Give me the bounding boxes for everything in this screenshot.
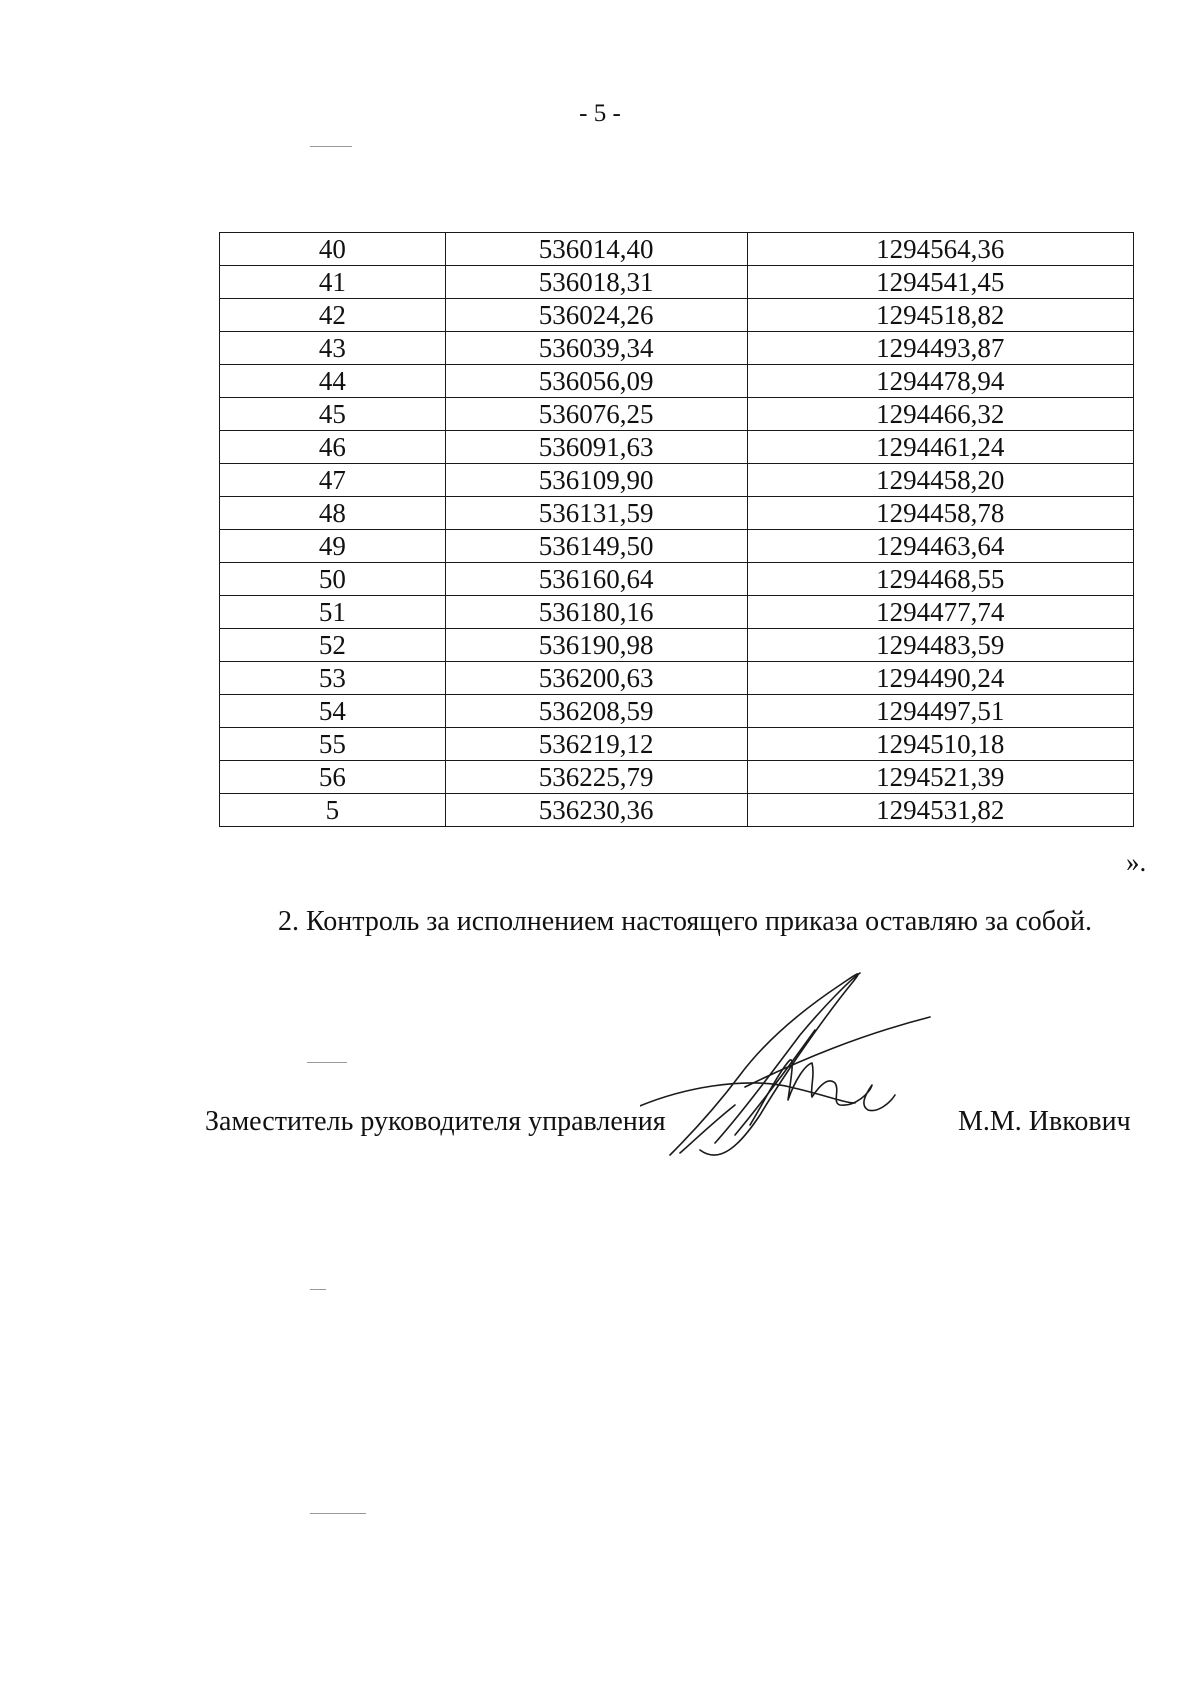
point-number-cell: 45 xyxy=(220,398,446,431)
x-coordinate-cell: 536056,09 xyxy=(445,365,747,398)
scan-speck xyxy=(310,1513,366,1514)
point-number-cell: 41 xyxy=(220,266,446,299)
scan-speck xyxy=(310,1289,326,1290)
x-coordinate-cell: 536190,98 xyxy=(445,629,747,662)
table-row xyxy=(220,794,1134,827)
point-number-cell: 54 xyxy=(220,695,446,728)
x-coordinate-cell: 536024,26 xyxy=(445,299,747,332)
point-number-cell: 49 xyxy=(220,530,446,563)
table-row xyxy=(220,530,1134,563)
y-coordinate-cell: 1294497,51 xyxy=(747,695,1133,728)
x-coordinate-cell: 536230,36 xyxy=(445,794,747,827)
x-coordinate-cell: 536014,40 xyxy=(445,233,747,266)
y-coordinate-cell: 1294541,45 xyxy=(747,266,1133,299)
point-number-cell: 55 xyxy=(220,728,446,761)
table-row xyxy=(220,431,1134,464)
x-coordinate-cell: 536039,34 xyxy=(445,332,747,365)
x-coordinate-cell: 536160,64 xyxy=(445,563,747,596)
point-number-cell: 42 xyxy=(220,299,446,332)
table-row xyxy=(220,299,1134,332)
point-number-cell: 52 xyxy=(220,629,446,662)
point-number-cell: 43 xyxy=(220,332,446,365)
scan-speck xyxy=(307,1062,347,1063)
table-row xyxy=(220,398,1134,431)
y-coordinate-cell: 1294490,24 xyxy=(747,662,1133,695)
table-row xyxy=(220,596,1134,629)
x-coordinate-cell: 536109,90 xyxy=(445,464,747,497)
closing-quote: ». xyxy=(1126,847,1147,877)
table-row xyxy=(220,728,1134,761)
y-coordinate-cell: 1294531,82 xyxy=(747,794,1133,827)
point-number-cell: 44 xyxy=(220,365,446,398)
clause-2-text: 2. Контроль за исполнением настоящего приказа оставляю за собой. xyxy=(278,906,1093,937)
point-number-cell: 56 xyxy=(220,761,446,794)
x-coordinate-cell: 536091,63 xyxy=(445,431,747,464)
table-row xyxy=(220,662,1134,695)
y-coordinate-cell: 1294521,39 xyxy=(747,761,1133,794)
y-coordinate-cell: 1294458,78 xyxy=(747,497,1133,530)
x-coordinate-cell: 536180,16 xyxy=(445,596,747,629)
point-number-cell: 46 xyxy=(220,431,446,464)
y-coordinate-cell: 1294461,24 xyxy=(747,431,1133,464)
point-number-cell: 40 xyxy=(220,233,446,266)
y-coordinate-cell: 1294466,32 xyxy=(747,398,1133,431)
y-coordinate-cell: 1294468,55 xyxy=(747,563,1133,596)
point-number-cell: 51 xyxy=(220,596,446,629)
table-row xyxy=(220,266,1134,299)
x-coordinate-cell: 536149,50 xyxy=(445,530,747,563)
y-coordinate-cell: 1294510,18 xyxy=(747,728,1133,761)
table-row xyxy=(220,464,1134,497)
point-number-cell: 53 xyxy=(220,662,446,695)
table-row xyxy=(220,629,1134,662)
coordinates-table xyxy=(219,232,1134,827)
y-coordinate-cell: 1294477,74 xyxy=(747,596,1133,629)
table-row xyxy=(220,497,1134,530)
x-coordinate-cell: 536225,79 xyxy=(445,761,747,794)
table-row xyxy=(220,563,1134,596)
table-row xyxy=(220,761,1134,794)
point-number-cell: 47 xyxy=(220,464,446,497)
y-coordinate-cell: 1294478,94 xyxy=(747,365,1133,398)
y-coordinate-cell: 1294518,82 xyxy=(747,299,1133,332)
table-row xyxy=(220,695,1134,728)
point-number-cell: 48 xyxy=(220,497,446,530)
scan-speck xyxy=(310,146,352,147)
table-row xyxy=(220,365,1134,398)
x-coordinate-cell: 536200,63 xyxy=(445,662,747,695)
point-number-cell: 5 xyxy=(220,794,446,827)
point-number-cell: 50 xyxy=(220,563,446,596)
y-coordinate-cell: 1294463,64 xyxy=(747,530,1133,563)
signer-position: Заместитель руководителя управления xyxy=(205,1106,666,1137)
coordinates-table-body xyxy=(220,233,1134,827)
x-coordinate-cell: 536208,59 xyxy=(445,695,747,728)
signer-name: М.М. Ивкович xyxy=(958,1106,1131,1137)
table-row xyxy=(220,332,1134,365)
y-coordinate-cell: 1294564,36 xyxy=(747,233,1133,266)
table-row xyxy=(220,233,1134,266)
y-coordinate-cell: 1294483,59 xyxy=(747,629,1133,662)
x-coordinate-cell: 536219,12 xyxy=(445,728,747,761)
page-number: - 5 - xyxy=(579,100,621,127)
handwritten-signature xyxy=(640,965,980,1165)
x-coordinate-cell: 536131,59 xyxy=(445,497,747,530)
x-coordinate-cell: 536018,31 xyxy=(445,266,747,299)
x-coordinate-cell: 536076,25 xyxy=(445,398,747,431)
y-coordinate-cell: 1294458,20 xyxy=(747,464,1133,497)
y-coordinate-cell: 1294493,87 xyxy=(747,332,1133,365)
